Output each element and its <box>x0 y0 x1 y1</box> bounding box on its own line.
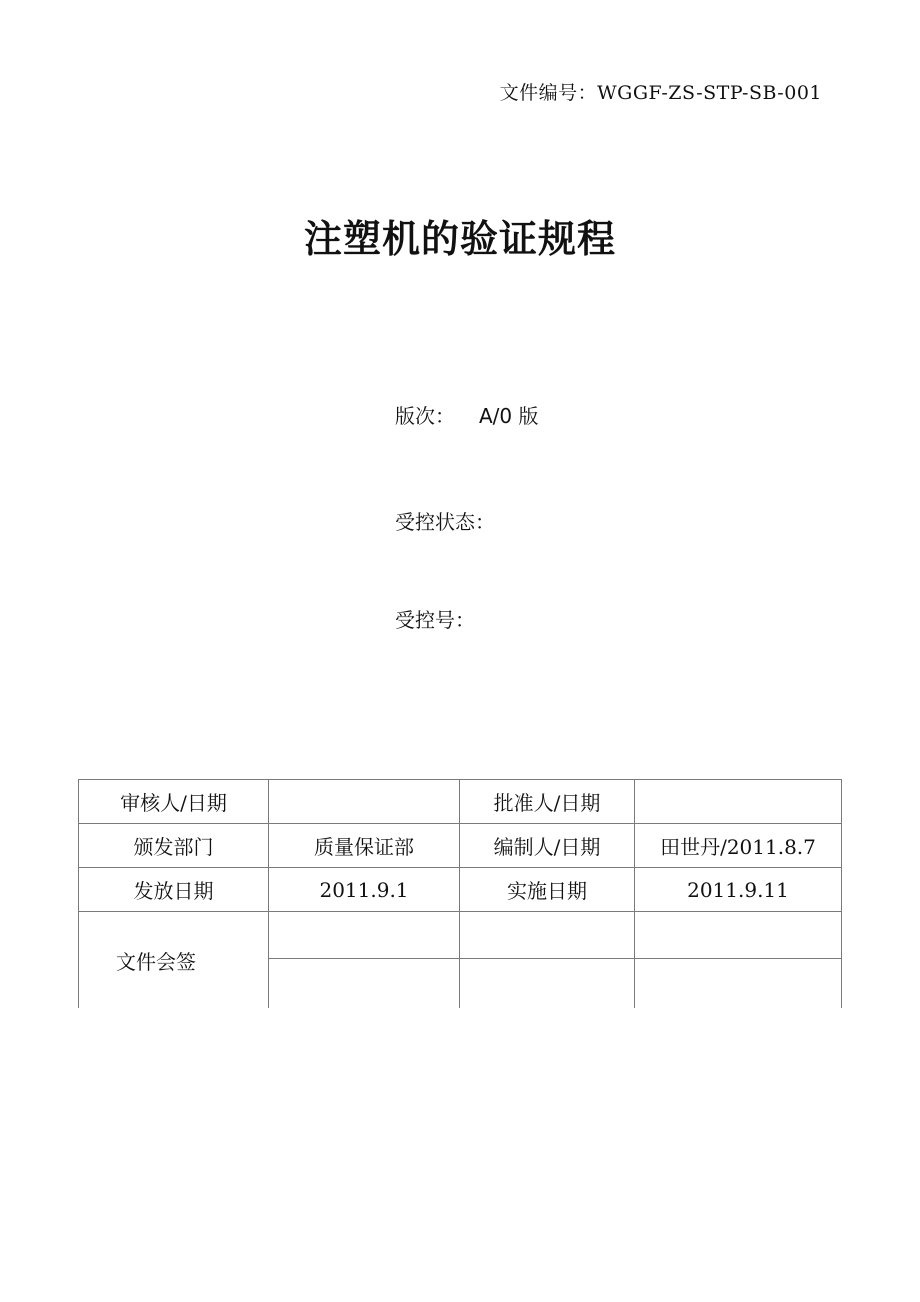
issuing-dept-value: 质量保证部 <box>269 824 460 868</box>
table-row <box>79 912 842 959</box>
document-title: 注塑机的验证规程 <box>303 217 616 261</box>
approver-value <box>635 780 842 824</box>
countersign-label: 文件会签 <box>79 912 269 1009</box>
countersign-cell <box>269 912 460 959</box>
countersign-cell <box>269 959 460 1009</box>
approval-table <box>78 779 842 1008</box>
table-row <box>79 824 842 868</box>
countersign-cell <box>635 959 842 1009</box>
control-status-line <box>395 506 495 535</box>
reviewer-value <box>269 780 460 824</box>
version-value: A/0 版 <box>479 404 539 428</box>
author-label: 编制人/日期 <box>460 824 635 868</box>
effective-date-value: 2011.9.11 <box>635 868 842 912</box>
countersign-cell <box>635 912 842 959</box>
control-number-label: 受控号： <box>395 608 475 632</box>
issuing-dept-label: 颁发部门 <box>79 824 269 868</box>
table-row <box>79 780 842 824</box>
countersign-cell <box>460 959 635 1009</box>
control-number-line <box>395 604 475 633</box>
release-date-value: 2011.9.1 <box>269 868 460 912</box>
release-date-label: 发放日期 <box>79 868 269 912</box>
countersign-cell <box>460 912 635 959</box>
author-value: 田世丹/2011.8.7 <box>635 824 842 868</box>
table-row <box>79 868 842 912</box>
control-status-label: 受控状态： <box>395 510 495 534</box>
version-line <box>395 400 539 429</box>
version-label: 版次： <box>395 404 455 428</box>
reviewer-label: 审核人/日期 <box>79 780 269 824</box>
approver-label: 批准人/日期 <box>460 780 635 824</box>
document-number: 文件编号：WGGF-ZS-STP-SB-001 <box>499 82 822 104</box>
effective-date-label: 实施日期 <box>460 868 635 912</box>
